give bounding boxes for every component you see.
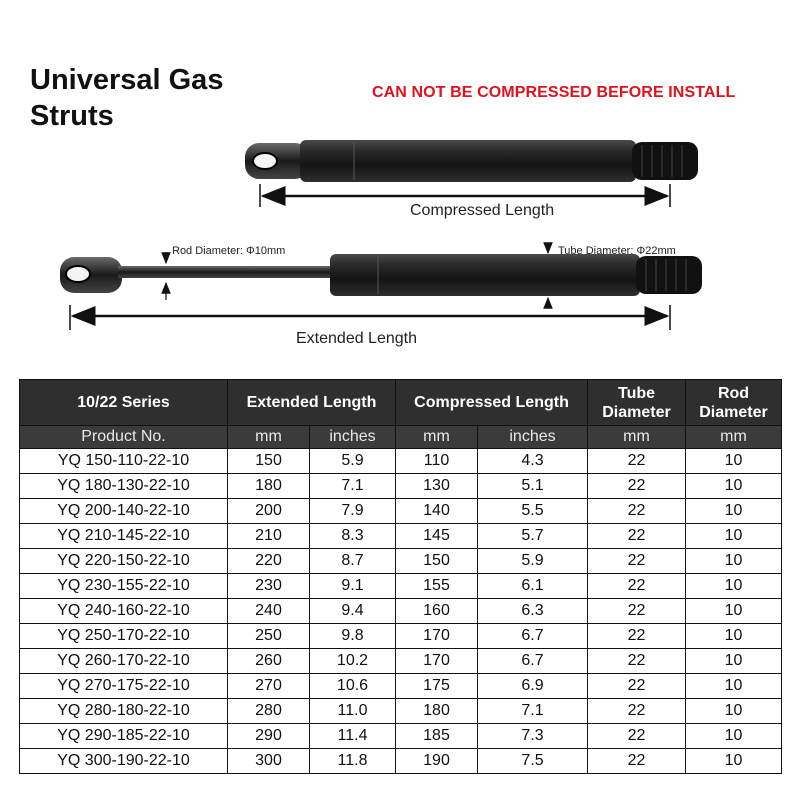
compressed-length-label: Compressed Length — [410, 202, 555, 219]
compressed-mm-cell: 110 — [396, 449, 478, 474]
series-header: 10/22 Series — [20, 380, 228, 426]
table-row — [20, 449, 782, 474]
extended-inches-cell: 11.0 — [310, 699, 396, 724]
table-row — [20, 549, 782, 574]
extended-mm-cell: 300 — [228, 749, 310, 774]
extended-mm-cell: 290 — [228, 724, 310, 749]
tube-diameter-cell: 22 — [588, 699, 686, 724]
compressed-inches-cell: 5.7 — [478, 524, 588, 549]
extended-mm-cell: 220 — [228, 549, 310, 574]
extended-mm-cell: 150 — [228, 449, 310, 474]
unit-header: mm — [228, 426, 310, 449]
compressed-mm-cell: 145 — [396, 524, 478, 549]
tube-diameter-cell: 22 — [588, 674, 686, 699]
product-no-cell: YQ 200-140-22-10 — [20, 499, 228, 524]
compressed-inches-cell: 5.9 — [478, 549, 588, 574]
tube-diameter-label: Tube Diameter: Φ22mm — [558, 245, 676, 257]
extended-inches-cell: 8.3 — [310, 524, 396, 549]
gas-strut-diagram — [0, 0, 800, 370]
unit-header: inches — [310, 426, 396, 449]
compressed-inches-cell: 6.1 — [478, 574, 588, 599]
table-row — [20, 749, 782, 774]
compressed-mm-cell: 150 — [396, 549, 478, 574]
compressed-inches-cell: 5.5 — [478, 499, 588, 524]
compressed-inches-cell: 4.3 — [478, 449, 588, 474]
tube-diameter-cell: 22 — [588, 624, 686, 649]
table-row — [20, 674, 782, 699]
tube-diameter-cell: 22 — [588, 574, 686, 599]
product-no-cell: YQ 250-170-22-10 — [20, 624, 228, 649]
unit-header: mm — [686, 426, 782, 449]
rod-diameter-cell: 10 — [686, 599, 782, 624]
extended-length-header: Extended Length — [228, 380, 396, 426]
product-no-cell: YQ 280-180-22-10 — [20, 699, 228, 724]
table-row — [20, 599, 782, 624]
table-row — [20, 499, 782, 524]
extended-mm-cell: 270 — [228, 674, 310, 699]
install-warning: CAN NOT BE COMPRESSED BEFORE INSTALL — [372, 84, 736, 101]
compressed-strut — [245, 140, 698, 182]
rod-diameter-cell: 10 — [686, 649, 782, 674]
rod-diameter-cell: 10 — [686, 524, 782, 549]
tube-diameter-cell: 22 — [588, 499, 686, 524]
extended-mm-cell: 180 — [228, 474, 310, 499]
compressed-inches-cell: 7.3 — [478, 724, 588, 749]
compressed-inches-cell: 6.3 — [478, 599, 588, 624]
extended-inches-cell: 10.6 — [310, 674, 396, 699]
compressed-mm-cell: 170 — [396, 649, 478, 674]
product-no-cell: YQ 210-145-22-10 — [20, 524, 228, 549]
rod-diameter-cell: 10 — [686, 624, 782, 649]
table-subheader-row — [20, 426, 782, 449]
compressed-inches-cell: 7.5 — [478, 749, 588, 774]
extended-mm-cell: 200 — [228, 499, 310, 524]
extended-mm-cell: 210 — [228, 524, 310, 549]
rod-diameter-cell: 10 — [686, 449, 782, 474]
tube-diameter-cell: 22 — [588, 749, 686, 774]
tube-diameter-cell: 22 — [588, 449, 686, 474]
product-no-cell: YQ 220-150-22-10 — [20, 549, 228, 574]
compressed-mm-cell: 155 — [396, 574, 478, 599]
compressed-mm-cell: 140 — [396, 499, 478, 524]
compressed-inches-cell: 5.1 — [478, 474, 588, 499]
rod-diameter-label: Rod Diameter: Φ10mm — [172, 245, 286, 257]
extended-mm-cell: 250 — [228, 624, 310, 649]
compressed-inches-cell: 7.1 — [478, 699, 588, 724]
extended-mm-cell: 230 — [228, 574, 310, 599]
page-title: Universal Gas Struts — [30, 64, 224, 132]
extended-inches-cell: 5.9 — [310, 449, 396, 474]
tube-diameter-cell: 22 — [588, 524, 686, 549]
extended-inches-cell: 10.2 — [310, 649, 396, 674]
compressed-mm-cell: 185 — [396, 724, 478, 749]
tube-diameter-cell: 22 — [588, 474, 686, 499]
extended-inches-cell: 8.7 — [310, 549, 396, 574]
product-no-cell: YQ 230-155-22-10 — [20, 574, 228, 599]
product-no-cell: YQ 240-160-22-10 — [20, 599, 228, 624]
product-no-cell: YQ 260-170-22-10 — [20, 649, 228, 674]
compressed-length-header: Compressed Length — [396, 380, 588, 426]
table-row — [20, 724, 782, 749]
extended-mm-cell: 240 — [228, 599, 310, 624]
table-row — [20, 649, 782, 674]
extended-inches-cell: 11.4 — [310, 724, 396, 749]
compressed-inches-cell: 6.9 — [478, 674, 588, 699]
extended-inches-cell: 9.1 — [310, 574, 396, 599]
spec-table — [19, 379, 782, 774]
product-no-header: Product No. — [20, 426, 228, 449]
rod-diameter-cell: 10 — [686, 699, 782, 724]
product-no-cell: YQ 290-185-22-10 — [20, 724, 228, 749]
extended-mm-cell: 260 — [228, 649, 310, 674]
compressed-mm-cell: 160 — [396, 599, 478, 624]
table-header-row — [20, 380, 782, 426]
extended-length-label: Extended Length — [296, 330, 417, 347]
rod-diameter-cell: 10 — [686, 674, 782, 699]
unit-header: mm — [396, 426, 478, 449]
tube-diameter-cell: 22 — [588, 724, 686, 749]
tube-diameter-cell: 22 — [588, 549, 686, 574]
table-body — [20, 449, 782, 774]
rod-diameter-cell: 10 — [686, 749, 782, 774]
tube-diameter-cell: 22 — [588, 599, 686, 624]
compressed-mm-cell: 130 — [396, 474, 478, 499]
product-no-cell: YQ 300-190-22-10 — [20, 749, 228, 774]
compressed-mm-cell: 175 — [396, 674, 478, 699]
extended-inches-cell: 7.9 — [310, 499, 396, 524]
compressed-mm-cell: 170 — [396, 624, 478, 649]
rod-diameter-cell: 10 — [686, 499, 782, 524]
compressed-mm-cell: 190 — [396, 749, 478, 774]
extended-length-dimension — [70, 305, 670, 330]
tube-diameter-cell: 22 — [588, 649, 686, 674]
extended-inches-cell: 9.8 — [310, 624, 396, 649]
compressed-mm-cell: 180 — [396, 699, 478, 724]
unit-header: mm — [588, 426, 686, 449]
rod-diameter-cell: 10 — [686, 574, 782, 599]
unit-header: inches — [478, 426, 588, 449]
extended-inches-cell: 9.4 — [310, 599, 396, 624]
product-no-cell: YQ 270-175-22-10 — [20, 674, 228, 699]
product-no-cell: YQ 150-110-22-10 — [20, 449, 228, 474]
compressed-inches-cell: 6.7 — [478, 649, 588, 674]
rod-diameter-cell: 10 — [686, 474, 782, 499]
table-row — [20, 699, 782, 724]
tube-diameter-header: Tube Diameter — [588, 380, 686, 426]
product-no-cell: YQ 180-130-22-10 — [20, 474, 228, 499]
extended-mm-cell: 280 — [228, 699, 310, 724]
table-row — [20, 474, 782, 499]
table-row — [20, 524, 782, 549]
compressed-inches-cell: 6.7 — [478, 624, 588, 649]
table-row — [20, 624, 782, 649]
rod-diameter-cell: 10 — [686, 549, 782, 574]
extended-inches-cell: 11.8 — [310, 749, 396, 774]
table-row — [20, 574, 782, 599]
extended-inches-cell: 7.1 — [310, 474, 396, 499]
rod-diameter-header: Rod Diameter — [686, 380, 782, 426]
rod-diameter-cell: 10 — [686, 724, 782, 749]
